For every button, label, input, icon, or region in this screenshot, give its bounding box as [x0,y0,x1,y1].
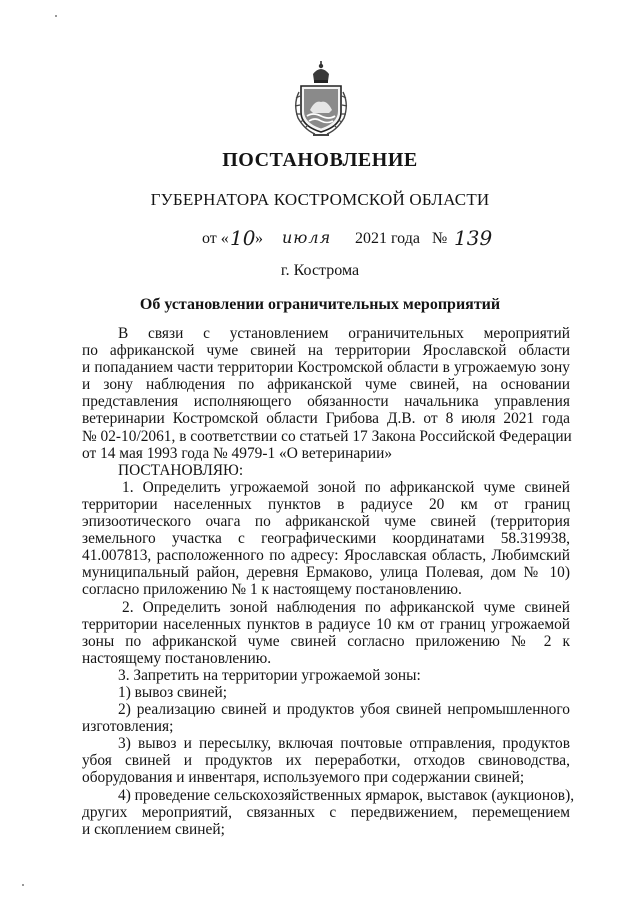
date-year: 2021 года [355,230,420,247]
body-line: убоя свиней и продуктов их переработки, отходов свиноводства, [82,752,570,770]
number-sign: № [432,230,448,247]
issuer-heading: ГУБЕРНАТОРА КОСТРОМСКОЙ ОБЛАСТИ [150,190,490,209]
body-line: зоны по африканской чуме свиней согласно приложению № 2 к [82,632,570,650]
body-line: изготовления; [82,718,174,736]
body-line: оборудования и инвентаря, используемого при содержании свиней; [82,769,525,787]
body-line: 2. Определить зоной наблюдения по африканской чуме свиней [122,598,570,616]
body-line: 4) проведение сельскохозяйственных ярмарок, выставок (аукционов), [118,786,575,804]
body-line: № 02-10/2061, в соответствии со статьей 17 Закона Российской Федерации [82,427,572,445]
coat-of-arms-icon [293,60,349,138]
body-line: территории населенных пунктов в радиусе 20 км от границ [82,495,570,513]
body-line: по африканской чуме свиней на территории Ярославской области [82,342,570,360]
date-day-handwritten: 10 [230,226,256,250]
body-line: и попаданием части территории Костромской области в угрожаемую зону [82,359,570,377]
body-line: 41.007813, расположенного по адресу: Ярославская область, Любимский [82,547,570,565]
date-number-line [0,226,640,252]
body-line: и зону наблюдения по африканской чуме свиней, на основании [82,376,570,394]
body-line: от 14 мая 1993 года № 4979-1 «О ветеринарии» [82,444,393,462]
scan-speck [55,15,57,17]
document-subject: Об установлении ограничительных мероприятий [139,296,501,313]
body-line: территории населенных пунктов в радиусе 10 км от границ угрожаемой [82,615,570,633]
body-line: настоящему постановлению. [82,649,272,667]
body-line: 1) вывоз свиней; [118,683,227,701]
body-line: 3. Запретить на территории угрожаемой зоны: [118,666,421,684]
body-line: 2) реализацию свиней и продуктов убоя свиней непромышленного [118,701,570,719]
scan-speck [22,884,24,886]
document-body [82,325,575,838]
body-line: 3) вывоз и пересылку, включая почтовые отправления, продуктов [118,735,570,753]
body-line: муниципальный район, деревня Ермаково, улица Полевая, дом № 10) [82,564,570,582]
city: г. Кострома [280,262,360,279]
body-line: земельного участка с географическими координатами 58.319938, [82,530,570,548]
date-month-handwritten: июля [282,228,332,247]
body-line: представления исполняющего обязанности начальника управления [82,393,570,411]
date-suffix: » [255,230,263,247]
body-line: 1. Определить угрожаемой зоной по африканской чуме свиней [122,478,570,496]
body-line: В связи с установлением ограничительных мероприятий [118,325,570,342]
body-line: ветеринарии Костромской области Грибова Д.В. от 8 июля 2021 года [82,410,570,428]
body-line: других мероприятий, связанных с передвижением, перемещением [82,803,570,821]
body-line: и скоплением свиней; [82,820,225,838]
document-number-handwritten: 139 [454,226,493,250]
body-line: согласно приложению № 1 к настоящему постановлению. [82,581,462,599]
body-line: ПОСТАНОВЛЯЮ: [118,461,244,479]
body-line: эпизоотического очага по африканской чуме свиней (территория [82,513,570,531]
document-title: ПОСТАНОВЛЕНИЕ [222,149,418,171]
date-prefix: от « [202,230,229,247]
